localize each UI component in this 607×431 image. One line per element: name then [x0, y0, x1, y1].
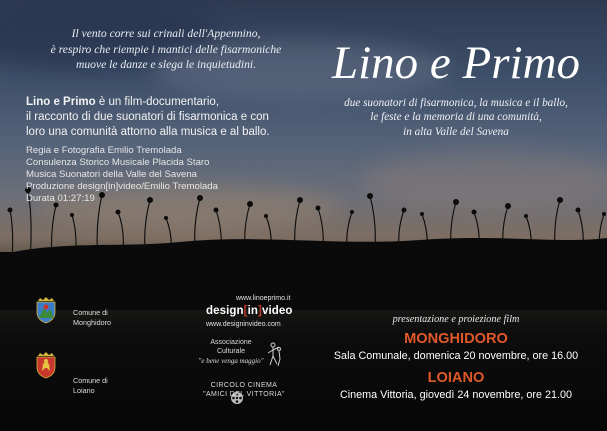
credit-line: Durata 01:27:19 — [26, 193, 95, 205]
credit-line: Regia e Fotografia Emilio Tremolada — [26, 145, 182, 156]
subtitle-line: le feste e la memoria di una comunità, — [370, 111, 542, 124]
description-line: loro una comunità attorno alla musica e al ballo. — [26, 126, 270, 138]
comune-label: Comune di — [73, 308, 108, 317]
poem-line: è respiro che riempie i mantici delle fisarmoniche — [50, 42, 282, 56]
brand-text: design — [206, 305, 244, 317]
circolo-line: "AMICI DEL VITTORIA" — [203, 391, 285, 398]
comune-loiano — [73, 376, 108, 395]
brand-bracket: ] — [258, 305, 262, 317]
poem-line: muove le danze e slega le inquietudini. — [76, 58, 256, 71]
subtitle-line: due suonatori di fisarmonica, la musica e il ballo, — [344, 97, 568, 109]
description-line — [26, 95, 316, 110]
dancer-icon — [266, 341, 284, 369]
film-description — [26, 95, 316, 140]
comune-name: Monghidoro — [73, 317, 111, 327]
loiano-crest-icon — [34, 351, 58, 379]
circolo-line: CIRCOLO CINEMA — [210, 382, 278, 389]
venue-monghidoro: Sala Comunale, domenica 20 novembre, ore 16.00 — [333, 350, 579, 362]
subtitle-line: in alta Valle del Savena — [403, 125, 509, 138]
association-logo — [188, 339, 274, 365]
credit-line: Consulenza Storico Musicale Placida Staro — [26, 157, 210, 169]
description-text: è un film-documentario, — [95, 96, 220, 108]
association-line: Culturale — [216, 347, 245, 355]
designinvideo-logo — [206, 305, 293, 317]
description-title: Lino e Primo — [26, 96, 96, 108]
poem — [20, 26, 312, 73]
brand-text: video — [261, 305, 293, 317]
monghidoro-crest-icon — [34, 296, 58, 324]
town-monghidoro: MONGHIDORO — [404, 331, 508, 347]
comune-monghidoro — [73, 308, 111, 327]
comune-name: Loiano — [73, 385, 95, 395]
brand-website-link[interactable]: www.designinvideo.com — [206, 321, 281, 328]
description-line: il racconto di due suonatori di fisarmonica e con — [26, 111, 269, 123]
credits — [26, 145, 218, 205]
poem-line: Il vento corre sui crinali dell'Appennino, — [71, 27, 261, 40]
film-subtitle — [318, 96, 594, 139]
venue-loiano: Cinema Vittoria, giovedì 24 novembre, ore 21.00 — [339, 389, 573, 401]
credit-line: Produzione design[in]video/Emilio Tremolada — [26, 181, 218, 193]
town-loiano: LOIANO — [427, 370, 485, 386]
association-line: "e bene venga maggio" — [198, 356, 264, 365]
brand-text: in — [247, 305, 259, 317]
credit-line: Musica Suonatori della Valle del Savena — [26, 169, 198, 181]
brand-bracket: [ — [243, 305, 248, 317]
film-title: Lino e Primo — [331, 37, 581, 89]
association-line: Associazione — [210, 339, 252, 346]
presentation-label: presentazione e proiezione film — [392, 314, 520, 325]
website-link[interactable]: www.linoeprimo.it — [236, 295, 291, 302]
circolo-cinema-logo — [202, 381, 286, 399]
comune-label: Comune di — [73, 376, 108, 385]
